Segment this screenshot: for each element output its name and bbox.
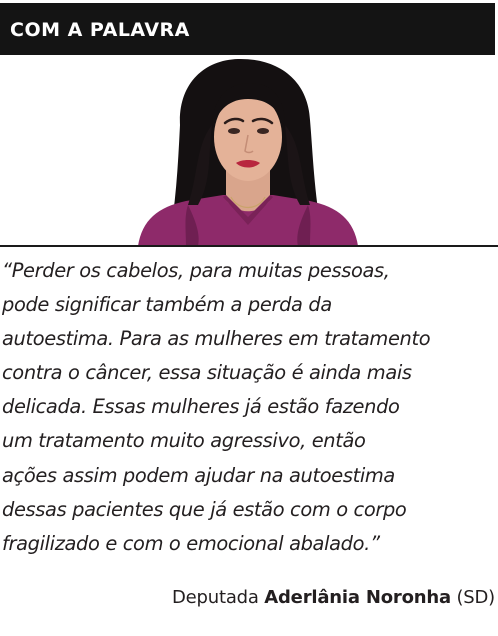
attribution-party: (SD) [456,587,495,608]
attribution-role: Deputada [172,587,259,608]
divider-line [0,245,498,247]
quote-attribution [172,584,495,612]
quote-line: ações assim podem ajudar na autoestima [2,463,395,487]
portrait-photo [128,55,368,246]
quote-line: um tratamento muito agressivo, então [2,429,366,453]
quote-line: contra o câncer, essa situação é ainda mais [2,361,412,385]
quote-line: dessas pacientes que já estão com o corpo [2,497,407,521]
attribution-name: Aderlânia Noronha [264,587,451,608]
quote-line: fragilizado e com o emocional abalado.” [2,531,380,555]
section-header [0,3,495,55]
quote-line: pode significar também a perda da [2,293,332,317]
quote-line: “Perder os cabelos, para muitas pessoas, [2,259,390,282]
section-title: COM A PALAVRA [10,19,190,41]
quote-line: delicada. Essas mulheres já estão fazendo [2,395,400,419]
quote-line: autoestima. Para as mulheres em tratamento [2,327,431,351]
quote-text [2,254,496,561]
portrait-illustration [128,55,368,246]
